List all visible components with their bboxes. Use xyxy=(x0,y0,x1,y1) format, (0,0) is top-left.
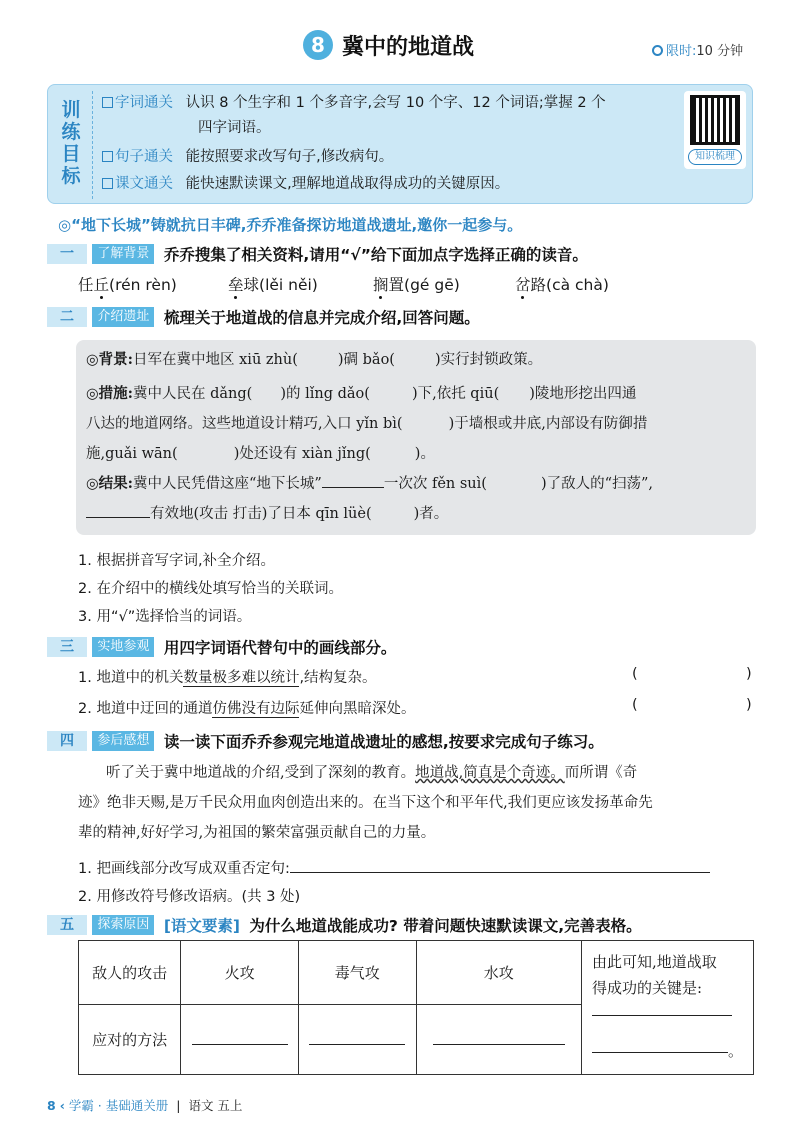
connective-blank[interactable] xyxy=(322,474,384,488)
conclusion-cell xyxy=(581,941,753,1075)
brand-name: 学霸 · 基础通关册 xyxy=(68,1098,169,1113)
answer-paren-open[interactable]: ( xyxy=(632,697,638,713)
table-row-head: 应对的方法 xyxy=(79,1005,181,1075)
connective-blank[interactable] xyxy=(86,504,150,518)
question-item xyxy=(78,857,710,878)
answer-line[interactable] xyxy=(192,1044,288,1045)
question-item: 3. 用“√”选择恰当的词语。 xyxy=(78,609,252,625)
time-label: 限时: xyxy=(666,44,697,59)
pinyin-options: 球(lěi něi) xyxy=(243,276,318,294)
pinyin-options: 置(gé gē) xyxy=(388,276,460,294)
text-segment: 八达的地道网络。这些地道设计精巧,入口 yǐn bì( xyxy=(86,416,403,432)
question-text: 1. 把画线部分改写成双重否定句: xyxy=(78,861,290,877)
dotted-char: 垒 xyxy=(228,276,244,294)
page-number: 8 xyxy=(47,1098,56,1113)
text-segment: 冀中人民在 dǎng( xyxy=(133,386,253,402)
goal-row-text xyxy=(102,171,509,197)
method-cell[interactable] xyxy=(298,1005,416,1075)
dotted-char: 丘 xyxy=(93,276,110,294)
chevron-left-icon: ‹ xyxy=(59,1098,65,1113)
goal-text: 能快速默读课文,理解地道战取得成功的关键原因。 xyxy=(185,176,510,192)
question-item: 2. 在介绍中的横线处填写恰当的关联词。 xyxy=(78,581,343,597)
pinyin-options: 路(cà chà) xyxy=(530,276,609,294)
section-instruction: 乔乔搜集了相关资料,请用“√”给下面加点字选择正确的读音。 xyxy=(163,246,588,264)
text-segment: 冀中人民凭借这座“地下长城” xyxy=(133,476,322,492)
section-tag: 了解背景 xyxy=(92,244,154,264)
text-segment: )者。 xyxy=(413,506,449,522)
measures-line-3 xyxy=(86,444,435,464)
goal-row-sentences xyxy=(102,144,393,170)
goal-row-words-cont: 四字词语。 xyxy=(198,120,271,136)
measures-line xyxy=(86,384,636,404)
pinyin-item xyxy=(228,273,318,295)
lesson-header xyxy=(0,28,800,68)
answer-line[interactable] xyxy=(309,1044,405,1045)
intro-line: ◎“地下长城”铸就抗日丰碑,乔乔准备探访地道战遗址,邀你一起参与。 xyxy=(58,216,523,234)
goal-tag xyxy=(102,95,173,111)
text-segment: )碉 bǎo( xyxy=(337,352,395,368)
section-number: 四 xyxy=(47,731,87,751)
goal-text: 能按照要求改写句子,修改病句。 xyxy=(185,149,394,165)
pinyin-item xyxy=(373,273,460,295)
question-item: 2. 用修改符号修改语病。(共 3 处) xyxy=(78,889,301,905)
underlined-phrase: 数量极多难以统计 xyxy=(183,670,300,686)
result-line xyxy=(86,474,653,494)
goals-divider xyxy=(92,91,93,199)
conclusion-line: 由此可知,地道战取 xyxy=(591,953,717,971)
label-background: ◎背景: xyxy=(86,351,134,368)
section-number: 一 xyxy=(47,244,87,264)
answer-blank[interactable] xyxy=(298,350,338,364)
text-segment: 有效地(攻击 打击)了日本 qīn lüè( xyxy=(150,506,372,522)
goal-tag-label: 句子通关 xyxy=(115,149,173,165)
section-tag: 实地参观 xyxy=(92,637,154,657)
section-1-heading xyxy=(47,243,588,265)
goal-tag xyxy=(102,176,173,192)
pinyin-item xyxy=(78,273,177,295)
label-measures: ◎措施: xyxy=(86,385,134,402)
section-instruction: 读一读下面乔乔参观完地道战遗址的感想,按要求完成句子练习。 xyxy=(163,733,604,751)
answer-line[interactable] xyxy=(433,1044,565,1045)
subject-grade: 语文 五上 xyxy=(188,1098,243,1113)
conclusion-period: 。 xyxy=(727,1042,743,1060)
goals-title-char: 标 xyxy=(61,165,81,187)
goals-vertical-title xyxy=(58,99,84,187)
question-item xyxy=(78,697,415,718)
time-value: 10 分钟 xyxy=(696,44,744,59)
question-item: 1. 根据拼音写字词,补全介绍。 xyxy=(78,553,276,569)
answer-line[interactable] xyxy=(290,859,710,873)
attack-cell: 毒气攻 xyxy=(298,941,416,1005)
goals-title-char: 目 xyxy=(61,143,81,165)
text-segment: 日军在冀中地区 xiū zhù( xyxy=(133,352,298,368)
background-line xyxy=(86,350,542,370)
qr-label: 知识梳理 xyxy=(688,149,742,165)
label-result: ◎结果: xyxy=(86,475,134,492)
section-5-heading xyxy=(47,914,642,936)
text-segment: )处还设有 xiàn jǐng( xyxy=(233,446,371,462)
conclusion-line: 得成功的关键是: xyxy=(591,979,703,997)
section-instruction: 为什么地道战能成功? 带着问题快速默读课文,完善表格。 xyxy=(249,917,642,935)
text-segment: 2. 地道中迂回的通道 xyxy=(78,701,213,717)
result-line-2 xyxy=(86,504,448,524)
table-row xyxy=(79,941,754,1005)
checkbox-icon xyxy=(102,178,113,189)
pinyin-options: (rén rèn) xyxy=(109,276,177,294)
goal-text: 认识 8 个生字和 1 个多音字,会写 10 个字、12 个词语;掌握 2 个 xyxy=(185,95,606,111)
attack-cell: 水攻 xyxy=(416,941,581,1005)
dotted-char: 搁 xyxy=(373,276,389,294)
wavy-underlined-sentence: 地道战,简直是个奇迹。 xyxy=(415,765,565,781)
answer-paren-close: ) xyxy=(746,697,752,713)
section-number: 五 xyxy=(47,915,87,935)
text-segment: )实行封锁政策。 xyxy=(434,352,543,368)
checkbox-icon xyxy=(102,151,113,162)
checkbox-icon xyxy=(102,97,113,108)
section-4-heading xyxy=(47,730,604,752)
essay-line: 辈的精神,好好学习,为祖国的繁荣富强贡献自己的力量。 xyxy=(78,825,436,841)
essay-passage xyxy=(78,758,758,848)
section-2-heading xyxy=(47,306,480,328)
text-segment: )。 xyxy=(414,446,435,462)
time-limit xyxy=(652,40,743,59)
conclusion-answer-row xyxy=(592,1038,743,1064)
answer-paren-open[interactable]: ( xyxy=(632,666,638,682)
question-item xyxy=(78,666,377,687)
section-tag: 探索原因 xyxy=(92,915,154,935)
reason-table xyxy=(78,940,754,1075)
training-goals-box xyxy=(47,84,753,204)
attack-cell: 火攻 xyxy=(181,941,299,1005)
introduction-box xyxy=(76,340,756,535)
goals-title-char: 练 xyxy=(61,121,81,143)
method-cell[interactable] xyxy=(416,1005,581,1075)
answer-line[interactable] xyxy=(592,1052,728,1053)
lesson-number: 8 xyxy=(303,30,333,60)
section-number: 二 xyxy=(47,307,87,327)
lesson-title: 冀中的地道战 xyxy=(342,34,475,60)
answer-paren-close: ) xyxy=(746,666,752,682)
section-tag: 介绍遗址 xyxy=(92,307,154,327)
section-number: 三 xyxy=(47,637,87,657)
text-segment: ,结构复杂。 xyxy=(299,670,377,686)
footer-separator: | xyxy=(176,1098,181,1113)
text-segment: )陵地形挖出四通 xyxy=(529,386,637,402)
dotted-char: 岔 xyxy=(515,276,531,294)
qr-code-card[interactable] xyxy=(684,91,746,169)
section-instruction: 梳理关于地道战的信息并完成介绍,回答问题。 xyxy=(163,309,480,327)
goal-tag-label: 课文通关 xyxy=(115,176,173,192)
goal-tag xyxy=(102,149,173,165)
text-segment: )的 lǐng dǎo( xyxy=(280,386,370,402)
page-footer xyxy=(47,1096,242,1114)
text-segment: 延伸向黑暗深处。 xyxy=(299,701,416,717)
goals-title-char: 训 xyxy=(61,99,81,121)
qr-code-icon[interactable] xyxy=(690,95,740,145)
table-row-head: 敌人的攻击 xyxy=(79,941,181,1005)
text-segment: 一次次 fěn suì( xyxy=(383,476,487,492)
underlined-phrase: 仿佛没有边际 xyxy=(212,701,300,717)
text-segment: 而所谓《奇 xyxy=(564,765,638,781)
text-segment: 施,guǎi wān( xyxy=(86,446,178,462)
text-segment: )下,依托 qiū( xyxy=(411,386,500,402)
section-3-heading xyxy=(47,636,396,658)
goal-row-words xyxy=(102,90,606,116)
text-segment: )于墙根或井底,内部设有防御措 xyxy=(448,416,648,432)
goal-tag-label: 字词通关 xyxy=(115,95,173,111)
text-segment: )了敌人的“扫荡”, xyxy=(540,476,654,492)
method-cell[interactable] xyxy=(181,1005,299,1075)
text-segment: 听了关于冀中地道战的介绍,受到了深刻的教育。 xyxy=(106,765,416,781)
bracket-tag: [语文要素] xyxy=(163,917,240,935)
essay-line xyxy=(78,758,758,788)
text-segment: 1. 地道中的机关 xyxy=(78,670,184,686)
answer-line[interactable] xyxy=(592,1015,732,1016)
measures-line-2 xyxy=(86,414,647,434)
clock-icon xyxy=(652,45,663,56)
pinyin-char: 任 xyxy=(78,276,94,294)
essay-line: 迹》绝非天赐,是万千民众用血肉创造出来的。在当下这个和平年代,我们更应该发扬革命先 xyxy=(78,795,653,811)
pinyin-item xyxy=(515,273,609,295)
section-tag: 参后感想 xyxy=(92,731,154,751)
section-instruction: 用四字词语代替句中的画线部分。 xyxy=(163,639,397,657)
